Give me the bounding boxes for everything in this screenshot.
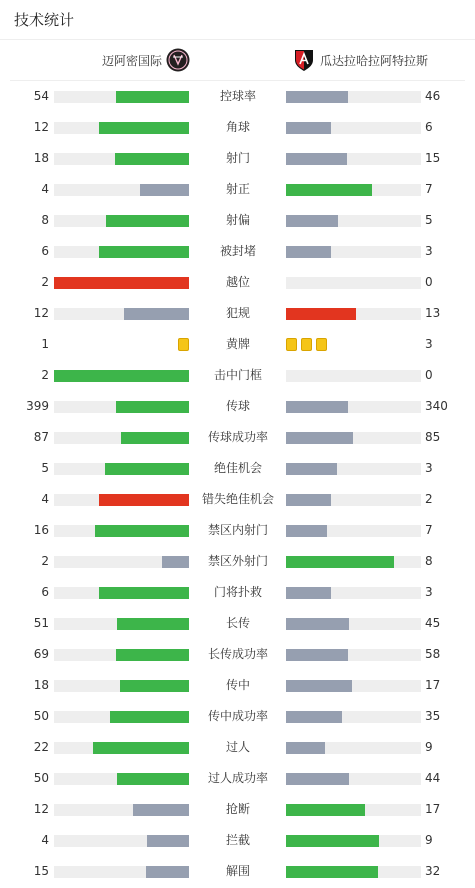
away-bar (286, 680, 352, 692)
home-bar-track (54, 742, 189, 754)
home-bar (147, 835, 189, 847)
away-bar-track (286, 866, 421, 878)
stat-row[interactable] (0, 112, 475, 143)
home-bar (115, 153, 189, 165)
home-value: 12 (33, 306, 49, 320)
stat-row[interactable] (0, 174, 475, 205)
stat-row[interactable] (0, 236, 475, 267)
home-bar-track (54, 587, 189, 599)
away-bar (286, 711, 342, 723)
away-bar-track (286, 246, 421, 258)
home-bar-track (54, 122, 189, 134)
stat-row[interactable] (0, 546, 475, 577)
home-value: 2 (41, 275, 49, 289)
away-value: 17 (425, 678, 441, 692)
away-bar-track (286, 308, 421, 320)
home-bar (99, 587, 189, 599)
home-value: 87 (33, 430, 49, 444)
away-value: 85 (425, 430, 441, 444)
stat-label: 射偏 (225, 213, 250, 227)
away-bar-track (286, 463, 421, 475)
away-bar (286, 401, 348, 413)
away-bar-track (286, 649, 421, 661)
away-value: 8 (425, 554, 433, 568)
home-value: 50 (33, 709, 49, 723)
home-bar-track (54, 773, 189, 785)
stat-row[interactable] (0, 143, 475, 174)
stat-label: 错失绝佳机会 (201, 492, 274, 506)
stat-label: 解围 (225, 864, 250, 878)
home-bar (95, 525, 189, 537)
away-value: 44 (425, 771, 441, 785)
stat-row[interactable] (0, 639, 475, 670)
away-bar (286, 91, 348, 103)
away-value: 13 (425, 306, 441, 320)
stat-row[interactable] (0, 298, 475, 329)
stat-label: 被封堵 (219, 244, 256, 258)
away-value: 7 (425, 523, 433, 537)
home-bar (106, 215, 189, 227)
stat-row[interactable] (0, 825, 475, 856)
away-bar (286, 184, 372, 196)
home-value: 12 (33, 120, 49, 134)
home-bar-track (54, 804, 189, 816)
yellow-card-icon (316, 338, 327, 351)
away-bar (286, 587, 331, 599)
home-bar (116, 91, 189, 103)
away-bar-track (286, 494, 421, 506)
away-value: 15 (425, 151, 441, 165)
home-bar-track (54, 649, 189, 661)
away-value: 9 (425, 740, 433, 754)
home-bar (116, 649, 189, 661)
atlas-crest-icon (292, 48, 316, 72)
away-bar (286, 556, 394, 568)
stat-row[interactable] (0, 670, 475, 701)
away-bar-track (286, 432, 421, 444)
away-bar (286, 153, 347, 165)
stat-label: 禁区外射门 (207, 554, 268, 568)
home-value: 2 (41, 368, 49, 382)
home-bar-track (54, 370, 189, 382)
home-value: 2 (41, 554, 49, 568)
home-value: 69 (33, 647, 49, 661)
home-bar-track (54, 866, 189, 878)
away-bar-track (286, 122, 421, 134)
home-team[interactable] (102, 40, 190, 80)
home-bar (93, 742, 189, 754)
home-bar-track (54, 91, 189, 103)
stat-row[interactable] (0, 577, 475, 608)
home-bar-track (54, 401, 189, 413)
stat-row[interactable] (0, 422, 475, 453)
home-value: 6 (41, 585, 49, 599)
stat-label: 控球率 (219, 89, 256, 103)
stat-label: 禁区内射门 (207, 523, 268, 537)
away-bar (286, 649, 348, 661)
section-header (0, 0, 475, 40)
away-bar (286, 122, 331, 134)
teams-header (10, 40, 465, 81)
stat-row[interactable] (0, 763, 475, 794)
home-bar (54, 370, 189, 382)
away-value: 6 (425, 120, 433, 134)
away-bar-track (286, 401, 421, 413)
yellow-card-icon (286, 338, 297, 351)
home-bar-track (54, 246, 189, 258)
stat-row[interactable] (0, 267, 475, 298)
stat-row[interactable] (0, 360, 475, 391)
away-bar-track (286, 804, 421, 816)
away-value: 3 (425, 244, 433, 258)
away-cards (286, 338, 327, 351)
away-bar-track (286, 773, 421, 785)
stat-row[interactable] (0, 732, 475, 763)
away-value: 0 (425, 368, 433, 382)
away-bar-track (286, 711, 421, 723)
away-bar-track (286, 277, 421, 289)
stat-row[interactable] (0, 205, 475, 236)
inter-miami-crest-icon (166, 48, 190, 72)
home-value: 1 (41, 337, 49, 351)
away-bar-track (286, 153, 421, 165)
home-bar (117, 618, 189, 630)
away-bar (286, 246, 331, 258)
away-value: 340 (425, 399, 448, 413)
stat-row[interactable] (0, 484, 475, 515)
away-bar-track (286, 742, 421, 754)
home-bar (116, 401, 189, 413)
home-value: 50 (33, 771, 49, 785)
home-bar-track (54, 308, 189, 320)
home-bar-track (54, 711, 189, 723)
stat-row[interactable] (0, 856, 475, 887)
home-bar (124, 308, 189, 320)
home-bar (99, 246, 189, 258)
away-bar-track (286, 618, 421, 630)
away-bar (286, 215, 338, 227)
stat-label: 传球 (225, 399, 250, 413)
yellow-card-icon (178, 338, 189, 351)
away-bar (286, 432, 353, 444)
home-bar-track (54, 432, 189, 444)
home-value: 18 (33, 151, 49, 165)
away-value: 58 (425, 647, 441, 661)
home-bar (117, 773, 189, 785)
home-bar (110, 711, 189, 723)
stat-label: 抢断 (225, 802, 250, 816)
stat-label: 击中门框 (213, 368, 262, 382)
home-team-name: 迈阿密国际 (102, 53, 163, 68)
away-bar (286, 308, 356, 320)
stat-label: 传中成功率 (207, 709, 268, 723)
away-value: 2 (425, 492, 433, 506)
away-team-name: 瓜达拉哈拉阿特拉斯 (320, 53, 429, 68)
away-value: 17 (425, 802, 441, 816)
stat-label: 黄牌 (225, 337, 250, 351)
stat-label: 越位 (225, 275, 250, 289)
away-bar-track (286, 184, 421, 196)
home-value: 22 (33, 740, 49, 754)
stat-label: 过人成功率 (207, 771, 268, 785)
away-bar-track (286, 525, 421, 537)
home-bar (133, 804, 189, 816)
stat-row[interactable] (0, 701, 475, 732)
away-bar (286, 835, 379, 847)
home-bar-track (54, 184, 189, 196)
away-value: 3 (425, 461, 433, 475)
home-value: 399 (26, 399, 49, 413)
stat-label: 长传 (225, 616, 250, 630)
home-value: 15 (33, 864, 49, 878)
home-bar (99, 122, 189, 134)
home-value: 5 (41, 461, 49, 475)
away-bar (286, 463, 337, 475)
stat-row[interactable] (0, 391, 475, 422)
home-bar-track (54, 618, 189, 630)
home-bar-track (54, 277, 189, 289)
home-bar-track (54, 835, 189, 847)
home-value: 51 (33, 616, 49, 630)
stat-label: 犯规 (225, 306, 250, 320)
stat-label: 长传成功率 (207, 647, 268, 661)
home-bar (54, 277, 189, 289)
away-value: 5 (425, 213, 433, 227)
stat-label: 拦截 (225, 833, 250, 847)
home-value: 4 (41, 833, 49, 847)
home-bar (146, 866, 189, 878)
away-value: 46 (425, 89, 441, 103)
stat-row[interactable] (0, 81, 475, 112)
away-bar (286, 742, 325, 754)
away-bar (286, 804, 365, 816)
home-bar (140, 184, 189, 196)
stat-row[interactable] (0, 608, 475, 639)
home-bar (120, 680, 189, 692)
away-value: 3 (425, 337, 433, 351)
away-team[interactable] (292, 40, 428, 80)
home-bar (99, 494, 189, 506)
stat-label: 传中 (225, 678, 250, 692)
home-value: 16 (33, 523, 49, 537)
stat-label: 射正 (225, 182, 250, 196)
away-bar (286, 866, 378, 878)
home-value: 8 (41, 213, 49, 227)
home-value: 18 (33, 678, 49, 692)
stat-label: 过人 (225, 740, 250, 754)
away-bar-track (286, 680, 421, 692)
away-value: 45 (425, 616, 441, 630)
stat-row[interactable] (0, 794, 475, 825)
home-bar-track (54, 215, 189, 227)
away-bar (286, 618, 349, 630)
stat-row[interactable] (0, 453, 475, 484)
away-bar-track (286, 91, 421, 103)
away-bar-track (286, 370, 421, 382)
stat-label: 射门 (225, 151, 250, 165)
away-value: 35 (425, 709, 441, 723)
away-value: 9 (425, 833, 433, 847)
home-bar-track (54, 153, 189, 165)
stat-label: 门将扑救 (213, 585, 262, 599)
home-value: 6 (41, 244, 49, 258)
away-bar-track (286, 835, 421, 847)
home-bar (162, 556, 189, 568)
home-value: 4 (41, 182, 49, 196)
home-bar-track (54, 463, 189, 475)
stat-row[interactable] (0, 515, 475, 546)
home-bar-track (54, 680, 189, 692)
away-bar-track (286, 556, 421, 568)
home-value: 12 (33, 802, 49, 816)
stats-list (0, 81, 475, 887)
away-value: 0 (425, 275, 433, 289)
stat-label: 传球成功率 (207, 430, 268, 444)
home-bar (121, 432, 189, 444)
stat-row[interactable] (0, 329, 475, 360)
home-bar-track (54, 525, 189, 537)
home-cards (178, 338, 189, 351)
home-bar-track (54, 494, 189, 506)
away-value: 32 (425, 864, 441, 878)
away-bar-track (286, 587, 421, 599)
home-value: 54 (33, 89, 49, 103)
away-value: 3 (425, 585, 433, 599)
home-value: 4 (41, 492, 49, 506)
yellow-card-icon (301, 338, 312, 351)
away-bar-track (286, 215, 421, 227)
away-bar (286, 494, 331, 506)
stat-label: 绝佳机会 (213, 461, 262, 475)
section-title: 技术统计 (14, 11, 75, 29)
home-bar (105, 463, 189, 475)
home-bar-track (54, 556, 189, 568)
away-value: 7 (425, 182, 433, 196)
away-bar (286, 525, 327, 537)
stat-label: 角球 (225, 120, 250, 134)
away-bar (286, 773, 349, 785)
